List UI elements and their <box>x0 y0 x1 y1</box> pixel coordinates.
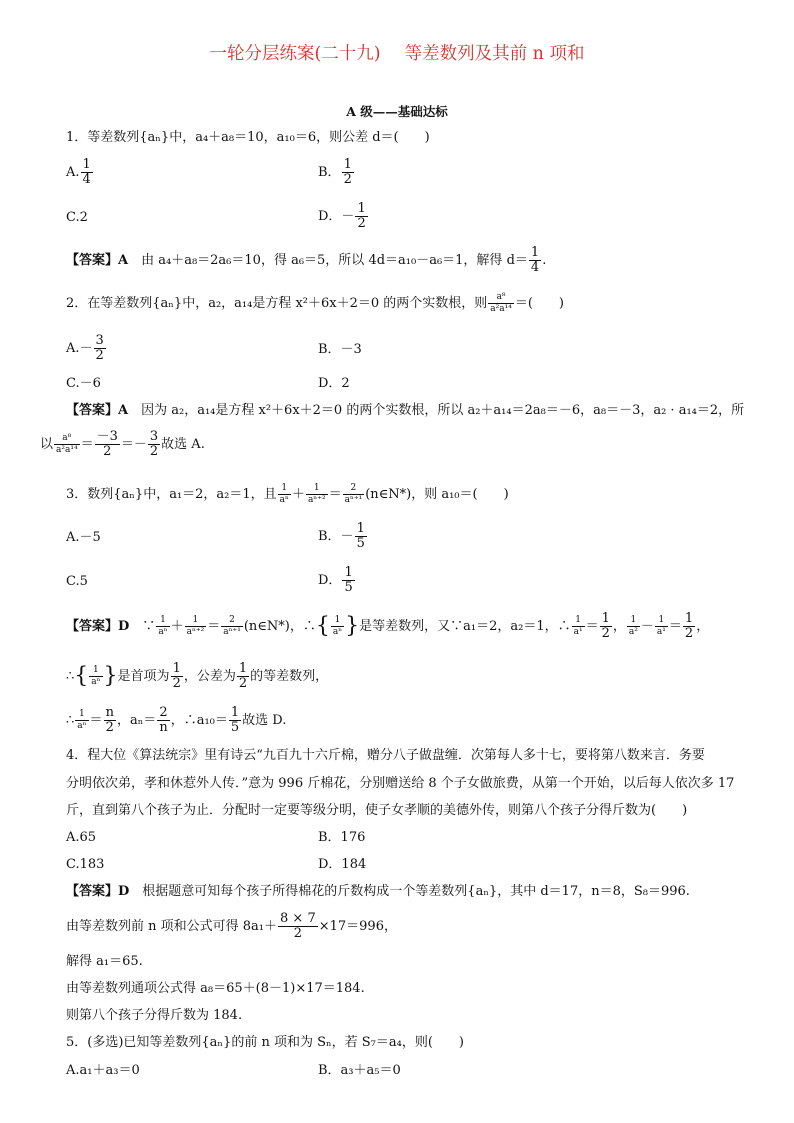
q4-option-d: D．184 <box>318 857 367 872</box>
q3-answer-line2: ∴{ $\frac{1}{\text{aⁿ}}$ }是首项为 $\frac{1}{2}$ ，公差为 $\frac{1}{2}$ 的等差数列， <box>66 661 329 691</box>
q3-answer-line1: 【答案】D ∵ $\frac{1}{\text{aⁿ}}$ ＋ $\frac{1}{\text{aⁿ⁺²}}$ ＝ $\frac{2}{\text{aⁿ⁺¹}}$ (n∈N*)，∴{ $\frac{1}{\text{aⁿ}}$ }是等差数列，又∵a₁＝2，a₂＝1，∴ $\frac{1}{\text{a¹}}$ ＝ $\frac{1}{2}$ ， $\frac{1}{\text{a²}}$ － $\frac{1}{\text{a¹}}$ ＝ $\frac{1}{2}$ ， <box>66 611 710 641</box>
q2-answer-line2: 以 $\frac{\text{a⁸}}{\text{a²a¹⁴}}$ ＝ $\frac{-3}{2}$ ＝－ $\frac{3}{2}$ 故选 A. <box>40 429 205 459</box>
q4-answer-line1: 【答案】D 根据题意可知每个孩子所得棉花的斤数构成一个等差数列{aₙ}，其中 d＝17，n＝8，S₈＝996. <box>66 884 690 899</box>
q1-option-b: B． $\frac{1}{2}$ <box>318 157 352 187</box>
q4-answer-line2: 由等差数列前 n 项和公式可得 8a₁＋ $\frac{8 \times 7}{2}$ ×17＝996， <box>66 911 397 941</box>
q5-option-a: A.a₁＋a₃＝0 <box>66 1063 140 1078</box>
q3-option-c: C.5 <box>66 574 88 589</box>
q2-option-a: A.－ $\frac{3}{2}$ <box>66 333 104 363</box>
q3-answer-line3: ∴ $\frac{1}{\text{aⁿ}}$ ＝ $\frac{n}{2}$ ，aₙ＝ $\frac{2}{n}$ ，∴a₁₀＝ $\frac{1}{5}$ 故选 D. <box>66 705 287 735</box>
q5-option-b: B．a₃＋a₅＝0 <box>318 1063 401 1078</box>
q2-stem: 2．在等差数列{aₙ}中，a₂，a₁₄是方程 x²＋6x＋2＝0 的两个实数根，则 $\frac{\text{a⁸}}{\text{a²a¹⁴}}$ ＝( ) <box>66 292 564 314</box>
q4-option-a: A.65 <box>66 830 97 845</box>
q5-stem: 5．(多选)已知等差数列{aₙ}的前 n 项和为 Sₙ，若 S₇＝a₄，则( ) <box>66 1035 464 1050</box>
q1-option-c: C.2 <box>66 210 88 225</box>
q1-option-a: A. $\frac{1}{4}$ <box>66 157 91 187</box>
q3-option-b: B．－ $\frac{1}{5}$ <box>318 521 365 551</box>
q4-stem-line1: 4．程大位《算法统宗》里有诗云“九百九十六斤棉，赠分八子做盘缠．次第每人多十七，要将第八数来言．务要 <box>66 748 705 763</box>
q1-option-d: D．－ $\frac{1}{2}$ <box>318 201 366 231</box>
q4-stem-line2: 分明依次弟，孝和休惹外人传．”意为 996 斤棉花，分别赠送给 8 个子女做旅费，从第一个开始，以后每人依次多 17 <box>66 776 735 791</box>
q3-option-a: A.－5 <box>66 530 101 545</box>
q4-stem-line3: 斤，直到第八个孩子为止．分配时一定要等级分明，使子女孝顺的美德外传，则第八个孩子分得斤数为( ) <box>66 803 688 818</box>
q4-option-b: B．176 <box>318 830 366 845</box>
q1-answer: 【答案】A 由 a₄＋a₈＝2a₆＝10，得 a₆＝5，所以 4d＝a₁₀－a₆＝1，解得 d＝ $\frac{1}{4}$ . <box>66 245 547 275</box>
q2-option-c: C.－6 <box>66 376 101 391</box>
title-part1: 一轮分层练案(二十九) <box>209 44 381 64</box>
q4-answer-line4: 由等差数列通项公式得 a₈＝65＋(8－1)×17＝184. <box>66 981 365 996</box>
section-heading: A 级——基础达标 <box>346 104 448 119</box>
title-part2: 等差数列及其前 n 项和 <box>404 44 585 64</box>
q4-option-c: C.183 <box>66 857 105 872</box>
q1-stem: 1．等差数列{aₙ}中，a₄＋a₈＝10，a₁₀＝6，则公差 d＝( ) <box>66 130 430 145</box>
q3-option-d: D． $\frac{1}{5}$ <box>318 565 353 595</box>
q2-option-d: D．2 <box>318 376 350 391</box>
q3-stem: 3．数列{aₙ}中，a₁＝2，a₂＝1，且 $\frac{1}{\text{aⁿ}}$ ＋ $\frac{1}{\text{aⁿ⁺²}}$ ＝ $\frac{2}{\text{aⁿ⁺¹}}$ (n∈N*)，则 a₁₀＝( ) <box>66 483 509 505</box>
page-title <box>0 40 794 65</box>
q4-answer-line3: 解得 a₁＝65. <box>66 954 143 969</box>
q2-answer-line1: 【答案】A 因为 a₂，a₁₄是方程 x²＋6x＋2＝0 的两个实数根，所以 a₂＋a₁₄＝2a₈＝－6，a₈＝－3，a₂ · a₁₄＝2，所 <box>66 403 745 418</box>
q4-answer-line5: 则第八个孩子分得斤数为 184. <box>66 1008 243 1023</box>
q2-option-b: B．－3 <box>318 342 362 357</box>
